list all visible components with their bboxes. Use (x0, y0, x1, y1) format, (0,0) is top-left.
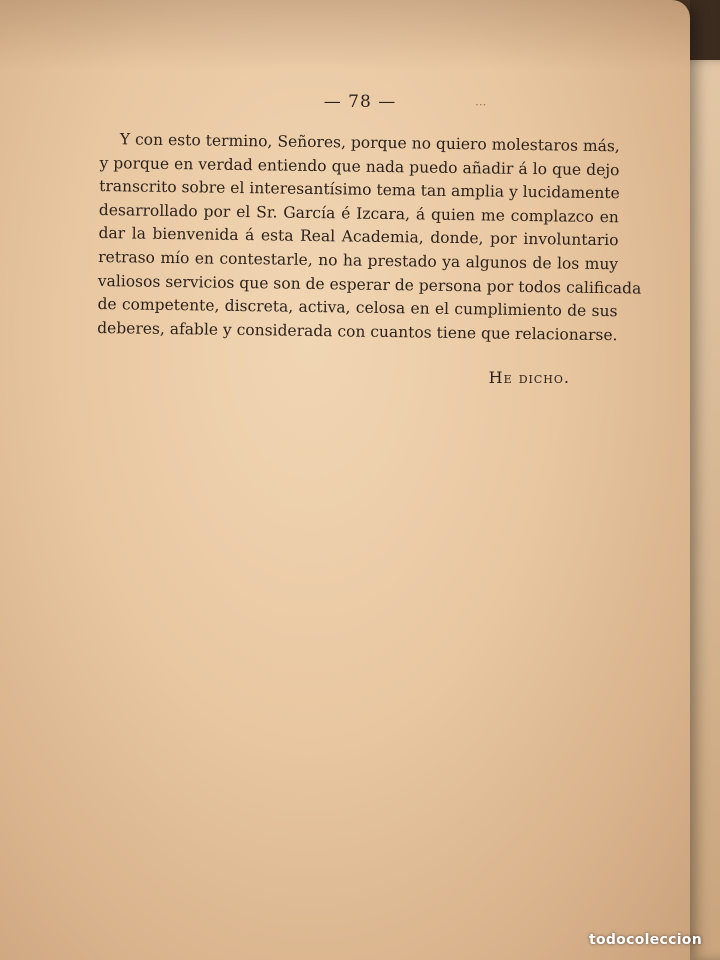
stray-mark: ··· (475, 98, 487, 112)
watermark: todocoleccion (588, 932, 702, 948)
body-text (97, 128, 642, 348)
page-shadow (0, 0, 690, 70)
text-line: valiosos servicios que son de esperar de persona por todos calificada (97, 271, 642, 298)
page-number: — 78 — (323, 92, 397, 112)
text-line: desarrollado por el Sr. García é Izcara, á quien me complazco en (98, 200, 619, 227)
text-line: de competente, discreta, activa, celosa en el cumplimiento de sus (97, 295, 618, 321)
text-line: deberes, afable y considerada con cuantos tiene que relacionarse. (97, 318, 618, 344)
text-line: transcrito sobre el interesantísimo tema tan amplia y lucidamente (99, 177, 620, 203)
text-line: retraso mío en contestarle, no ha prestado ya algunos de los muy (98, 247, 619, 274)
text-line: Y con esto termino, Señores, porque no quiero molestaros más, (119, 130, 620, 156)
signature: He dicho. (488, 368, 570, 387)
text-line: y porque en verdad entiendo que nada puedo añadir á lo que dejo (99, 153, 620, 179)
text-line: dar la bienvenida á esta Real Academia, donde, por involuntario (98, 224, 619, 250)
